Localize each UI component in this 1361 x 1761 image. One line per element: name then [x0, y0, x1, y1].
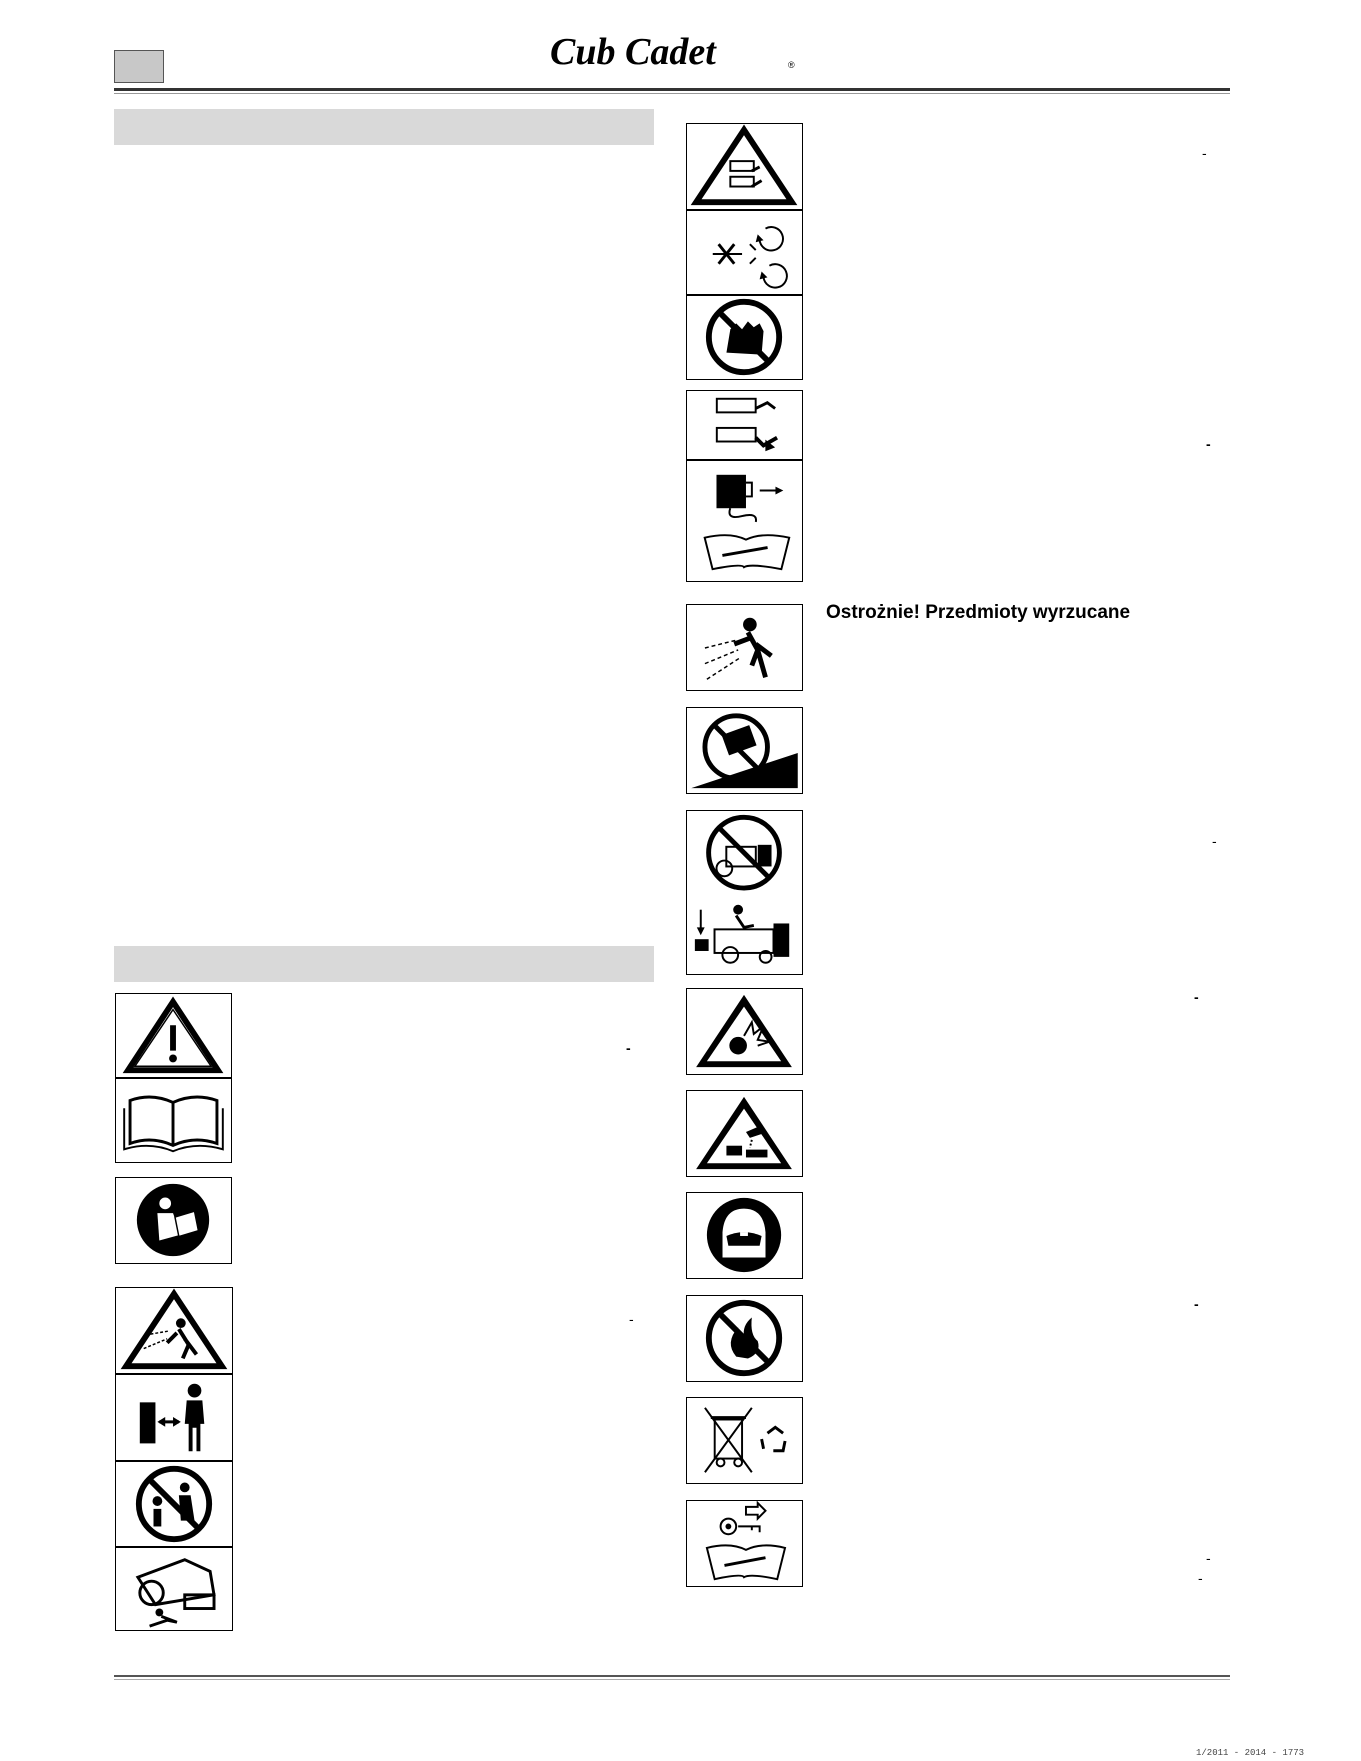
text-dash: -: [1194, 1296, 1199, 1312]
footer-code: 1/2011 - 2014 - 1773: [1196, 1748, 1305, 1758]
instruction-manual-icon: [115, 1078, 232, 1163]
corrosive-warning-icon: [686, 1090, 803, 1177]
ignition-key-manual-icon: [686, 1500, 803, 1587]
no-hands-icon: [686, 295, 803, 380]
cub-cadet-logo: [550, 30, 810, 72]
footer-rule: [114, 1675, 1230, 1677]
no-slope-icon: [686, 707, 803, 794]
header-rule-thin: [114, 93, 1230, 94]
eye-protection-icon: [686, 1192, 803, 1279]
text-dash: -: [1198, 1570, 1203, 1586]
language-tab: [114, 50, 164, 83]
footer-rule-thin: [114, 1679, 1230, 1680]
text-dash: -: [1206, 436, 1211, 452]
text-dash: -: [626, 1040, 631, 1056]
text-dash: -: [629, 1311, 634, 1327]
no-passenger-icon: [686, 810, 803, 975]
header-rule: [114, 88, 1230, 91]
svg-text:®: ®: [788, 60, 795, 70]
thrown-objects-icon: [686, 604, 803, 691]
remove-spark-plug-icon: [686, 460, 803, 582]
keep-distance-icon: [115, 1374, 233, 1461]
section-header-bar: [114, 946, 654, 982]
svg-text:Cub Cadet: Cub Cadet: [550, 31, 716, 72]
thrown-objects-warning-icon: [115, 1287, 233, 1374]
text-dash: -: [1206, 1550, 1211, 1566]
thrown-objects-heading: Ostrożnie! Przedmioty wyrzucane: [826, 602, 1131, 623]
text-dash: -: [1202, 145, 1207, 161]
section-header-bar: [114, 109, 654, 145]
no-children-icon: [115, 1461, 233, 1547]
warning-triangle-icon: [115, 993, 232, 1078]
blade-engage-icon: [686, 390, 803, 460]
blade-hazard-warning-icon: [686, 123, 803, 210]
explosion-warning-icon: [686, 988, 803, 1075]
no-fire-icon: [686, 1295, 803, 1382]
recycle-disposal-icon: [686, 1397, 803, 1484]
rotating-blades-icon: [686, 210, 803, 295]
rollover-hazard-icon: [115, 1547, 233, 1631]
text-dash: -: [1194, 989, 1199, 1005]
text-dash: -: [1212, 833, 1217, 849]
read-manual-icon: [115, 1177, 232, 1264]
